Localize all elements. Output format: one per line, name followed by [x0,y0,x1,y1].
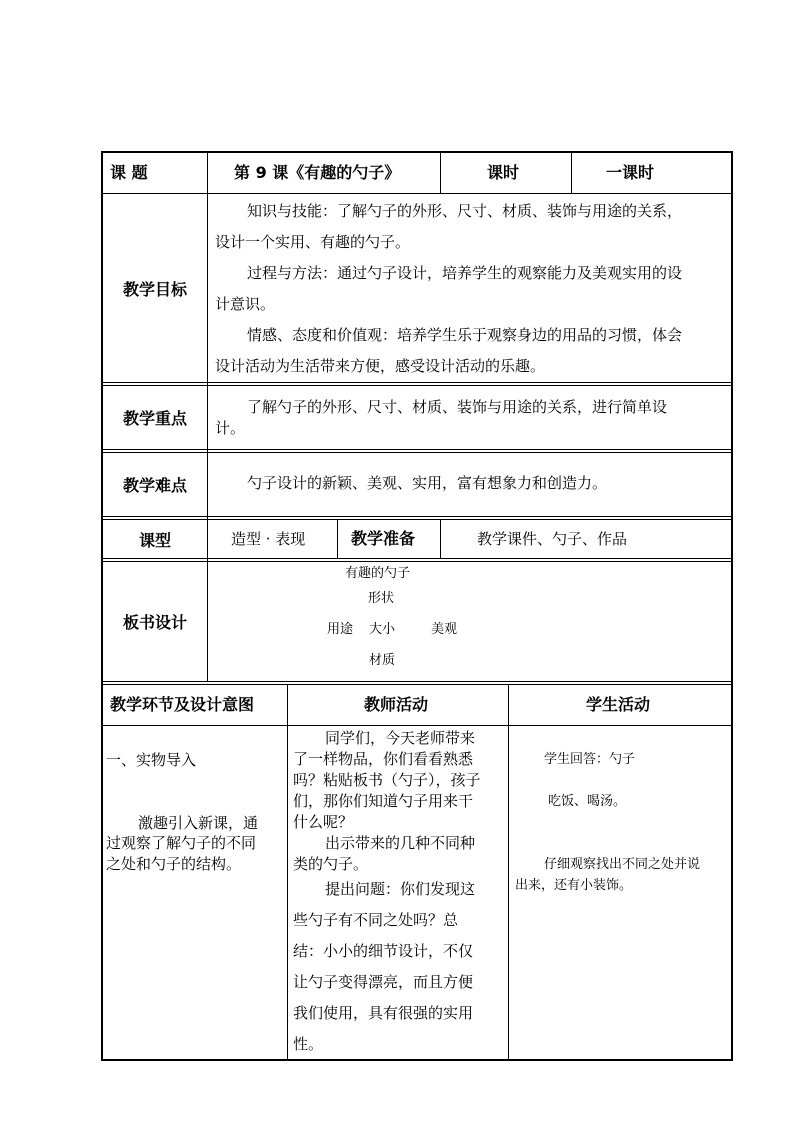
key-points-label: 教学重点 [122,409,187,428]
board-material: 材质 [369,653,396,668]
teacher-activity-1-line5: 什么呢？ [293,813,354,831]
stage-title: 一、实物导入 [106,751,197,769]
teacher-activity-3-line2: 些勺子有不同之处吗？总 [293,911,459,929]
teacher-activity-2-line1: 出示带来的几种不同种 [325,834,476,852]
row-line [101,684,733,685]
table-border-bottom [101,1059,733,1061]
teacher-activity-3-line5: 我们使用，具有很强的实用 [293,1004,474,1022]
row-line [101,449,733,450]
difficulties-text: 勺子设计的新颖、美观、实用，富有想象力和创造力。 [247,474,608,492]
preparation-value: 教学课件、勺子、作品 [477,530,628,548]
preparation-label: 教学准备 [351,529,416,548]
teacher-activity-3-line1: 提出问题：你们发现这 [325,880,476,898]
period-value: 一课时 [606,163,655,182]
board-title: 有趣的勺子 [345,566,411,581]
lesson-type-label: 课型 [138,530,171,550]
table-border-top [101,151,733,153]
teacher-activity-1-line1: 同学们，今天老师带来 [325,729,476,747]
stage-desc-line1: 激趣引入新课，通 [138,814,259,832]
board-design-label: 板书设计 [122,613,187,632]
student-activity-3-line2: 出来，还有小装饰。 [515,878,633,893]
goal-attitude-line2: 设计活动为生活带来方便，感受设计活动的乐趣。 [215,357,546,375]
student-activity-2: 吃饭、喝汤。 [548,794,627,809]
board-use: 用途 [327,622,354,637]
teacher-activity-2-line2: 类的勺子。 [293,855,369,873]
col-line [508,684,509,1060]
row-line [101,558,733,559]
teacher-activity-3-line4: 让勺子变得漂亮，而且方便 [293,973,474,991]
goal-knowledge-line1: 知识与技能：了解勺子的外形、尺寸、材质、装饰与用途的关系， [247,202,683,220]
col-line [337,519,338,559]
row-line [101,681,733,682]
difficulties-label: 教学难点 [122,476,187,495]
teacher-activity-3-line6: 性。 [293,1035,324,1053]
teacher-activity-1-line4: 们，那你们知道勺子用来干 [293,792,474,810]
teaching-goals-label: 教学目标 [122,279,187,299]
row-line [101,516,733,517]
goal-process-line1: 过程与方法：通过勺子设计，培养学生的观察能力及美观实用的设 [247,264,683,282]
teacher-activity-1-line2: 了一样物品，你们看看熟悉 [293,750,474,768]
period-label: 课时 [487,163,520,182]
key-points-line1: 了解勺子的外形、尺寸、材质、装饰与用途的关系，进行简单设 [247,398,668,416]
process-col2-header: 教师活动 [364,695,429,714]
goal-attitude-line1: 情感、态度和价值观：培养学生乐于观察身边的用品的习惯，体会 [247,326,683,344]
lesson-title: 第 9 课《有趣的勺子》 [234,163,401,182]
teacher-activity-3-line3: 结：小小的细节设计，不仅 [293,942,474,960]
row-line [101,725,733,726]
lesson-title-label: 课 题 [110,163,148,182]
board-shape: 形状 [368,591,395,606]
stage-desc-line3: 之处和勺子的结构。 [106,855,242,873]
board-size: 大小 [369,622,396,637]
key-points-line2: 计。 [215,419,246,437]
stage-desc-line2: 过观察了解勺子的不同 [106,834,257,852]
col-line [287,684,288,1060]
col-line [207,151,208,682]
col-line [571,151,572,194]
board-beauty: 美观 [431,622,458,637]
goal-process-line2: 计意识。 [215,295,276,313]
lesson-type-value: 造型 · 表现 [231,530,306,548]
row-line [101,382,733,383]
process-col1-header: 教学环节及设计意图 [110,695,255,714]
process-col3-header: 学生活动 [586,695,651,714]
student-activity-1: 学生回答：勺子 [544,752,636,767]
col-line [440,519,441,559]
table-border-right [731,151,733,1061]
teaching-goals-content [215,196,727,382]
col-line [440,151,441,194]
goal-knowledge-line2: 设计一个实用、有趣的勺子。 [215,233,411,251]
student-activity-3-line1: 仔细观察找出不同之处并说 [544,857,701,872]
teacher-activity-1-line3: 吗？粘贴板书（勺子），孩子 [293,771,481,789]
